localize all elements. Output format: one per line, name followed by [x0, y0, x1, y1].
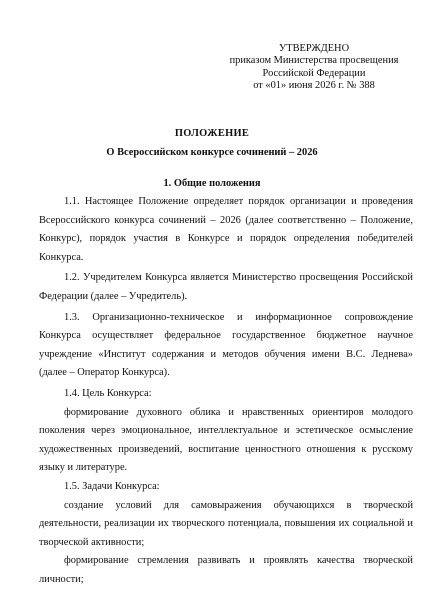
paragraph-1-2: 1.2. Учредителем Конкурса является Министерство просвещения Российской Федерации (далее – Учредитель).	[39, 272, 413, 302]
approval-stamp	[224, 43, 404, 93]
approval-order-line: приказом Министерства просвещения	[229, 55, 399, 67]
document-subtitle: О Всероссийском конкурсе сочинений – 2026	[106, 147, 318, 158]
paragraph-1-4: 1.4. Цель Конкурса:	[64, 387, 152, 399]
document-body	[39, 193, 413, 589]
paragraph-1-5: 1.5. Задачи Конкурса:	[64, 480, 160, 492]
section-heading: 1. Общие положения	[163, 178, 261, 189]
paragraph-1-5-item-b: формирование стремления развивать и проявлять качества творческой личности;	[39, 555, 413, 585]
document-title: ПОЛОЖЕНИЕ	[174, 128, 250, 139]
paragraph-1-3: 1.3. Организационно-техническое и информационное сопровождение Конкурса осуществляет федеральное государственное бюджетное научное учреждение «Институт содержания и методов обучения имени В.С. Леднева» (далее – Оператор Конкурса).	[39, 311, 413, 379]
paragraph-1-5-item-a: создание условий для самовыражения обучающихся в творческой деятельности, реализации их творческого потенциала, повышения их социальной и творческой активности;	[39, 499, 413, 548]
approval-ministry-line: Российской Федерации	[262, 67, 366, 79]
approval-date-line: от «01» июня 2026 г. № 388	[253, 80, 375, 92]
paragraph-1-1: 1.1. Настоящее Положение определяет порядок организации и проведения Всероссийского конкурса сочинений – 2026 (далее соответственно – Положение, Конкурс), порядок участия в Конкурсе и порядок определения победителей Конкурса.	[39, 196, 413, 263]
paragraph-1-4-text: формирование духовного облика и нравственных ориентиров молодого поколения через эмоциональное, интеллектуальное и эстетическое осмысление художественных произведений, воспитание ценностного отношения к русскому языку и литературе.	[39, 406, 413, 474]
approval-heading: УТВЕРЖДЕНО	[278, 43, 350, 54]
